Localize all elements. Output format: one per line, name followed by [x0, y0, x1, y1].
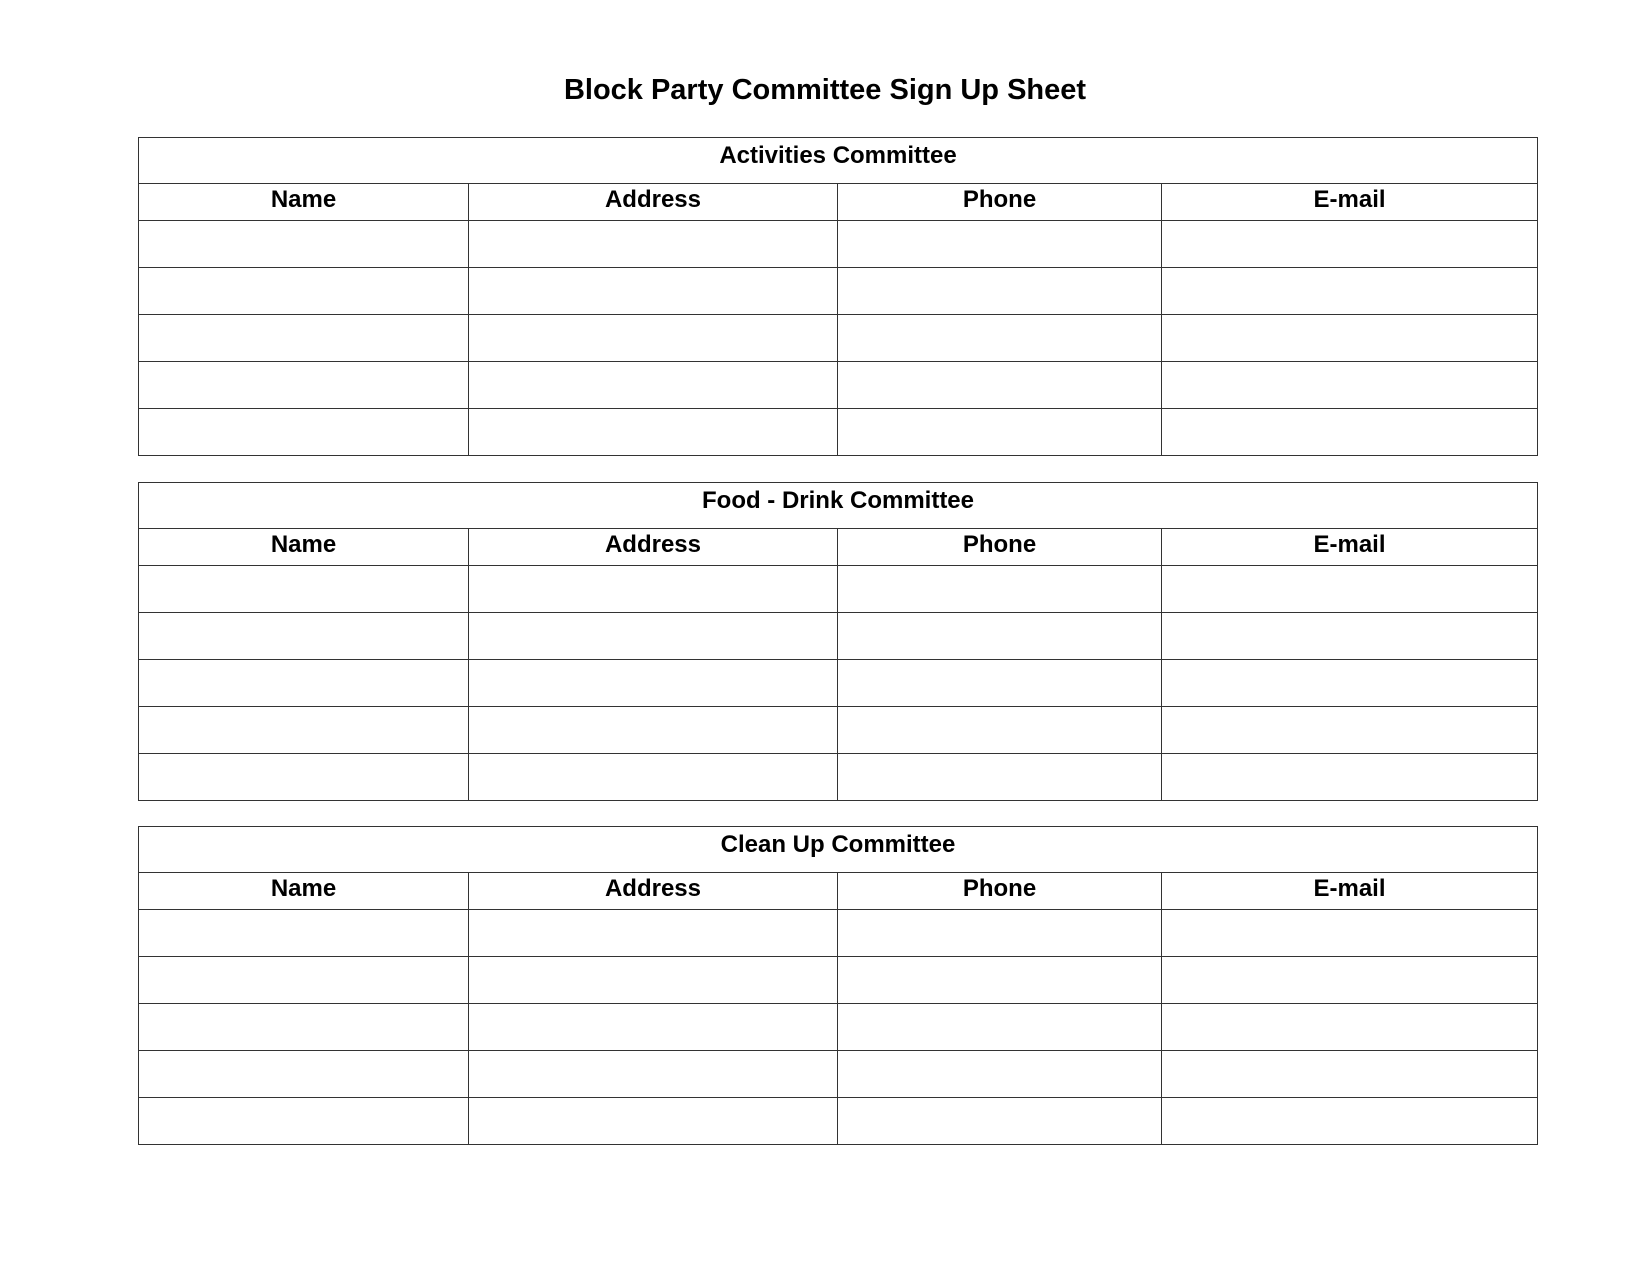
- column-header: Phone: [838, 184, 1162, 221]
- name-cell[interactable]: [139, 660, 469, 707]
- address-cell[interactable]: [469, 1004, 838, 1051]
- table-row: [139, 1098, 1538, 1145]
- name-cell[interactable]: [139, 409, 469, 456]
- phone-cell[interactable]: [838, 268, 1162, 315]
- email-cell[interactable]: [1162, 1051, 1538, 1098]
- address-cell[interactable]: [469, 754, 838, 801]
- page-title: Block Party Committee Sign Up Sheet: [563, 74, 1087, 106]
- phone-cell[interactable]: [838, 1098, 1162, 1145]
- email-cell[interactable]: [1162, 315, 1538, 362]
- table-row: [139, 910, 1538, 957]
- phone-cell[interactable]: [838, 315, 1162, 362]
- email-cell[interactable]: [1162, 707, 1538, 754]
- table-row: [139, 957, 1538, 1004]
- address-cell[interactable]: [469, 707, 838, 754]
- name-cell[interactable]: [139, 566, 469, 613]
- phone-cell[interactable]: [838, 660, 1162, 707]
- phone-cell[interactable]: [838, 566, 1162, 613]
- email-cell[interactable]: [1162, 566, 1538, 613]
- email-cell[interactable]: [1162, 1098, 1538, 1145]
- committee-table: [138, 137, 1538, 456]
- name-cell[interactable]: [139, 315, 469, 362]
- address-cell[interactable]: [469, 409, 838, 456]
- email-cell[interactable]: [1162, 660, 1538, 707]
- committee-table: [138, 482, 1538, 801]
- table-row: [139, 754, 1538, 801]
- phone-cell[interactable]: [838, 221, 1162, 268]
- address-cell[interactable]: [469, 1051, 838, 1098]
- column-header: E-mail: [1162, 529, 1538, 566]
- table-row: [139, 707, 1538, 754]
- column-header: Name: [139, 529, 469, 566]
- name-cell[interactable]: [139, 1004, 469, 1051]
- address-cell[interactable]: [469, 221, 838, 268]
- column-header: Address: [469, 873, 838, 910]
- table-row: [139, 613, 1538, 660]
- table-row: [139, 221, 1538, 268]
- address-cell[interactable]: [469, 660, 838, 707]
- committee-title: Activities Committee: [139, 138, 1538, 184]
- phone-cell[interactable]: [838, 1004, 1162, 1051]
- name-cell[interactable]: [139, 613, 469, 660]
- email-cell[interactable]: [1162, 221, 1538, 268]
- committee-table: [138, 826, 1538, 1145]
- name-cell[interactable]: [139, 707, 469, 754]
- address-cell[interactable]: [469, 268, 838, 315]
- phone-cell[interactable]: [838, 910, 1162, 957]
- committee-title: Food - Drink Committee: [139, 483, 1538, 529]
- column-header: Phone: [838, 873, 1162, 910]
- column-header: Address: [469, 184, 838, 221]
- email-cell[interactable]: [1162, 268, 1538, 315]
- table-row: [139, 362, 1538, 409]
- column-header: E-mail: [1162, 873, 1538, 910]
- table-row: [139, 566, 1538, 613]
- address-cell[interactable]: [469, 315, 838, 362]
- email-cell[interactable]: [1162, 409, 1538, 456]
- phone-cell[interactable]: [838, 1051, 1162, 1098]
- name-cell[interactable]: [139, 268, 469, 315]
- name-cell[interactable]: [139, 957, 469, 1004]
- phone-cell[interactable]: [838, 409, 1162, 456]
- name-cell[interactable]: [139, 1051, 469, 1098]
- address-cell[interactable]: [469, 1098, 838, 1145]
- email-cell[interactable]: [1162, 754, 1538, 801]
- table-row: [139, 660, 1538, 707]
- name-cell[interactable]: [139, 754, 469, 801]
- address-cell[interactable]: [469, 362, 838, 409]
- address-cell[interactable]: [469, 613, 838, 660]
- name-cell[interactable]: [139, 362, 469, 409]
- column-header: Phone: [838, 529, 1162, 566]
- table-row: [139, 1051, 1538, 1098]
- phone-cell[interactable]: [838, 957, 1162, 1004]
- address-cell[interactable]: [469, 910, 838, 957]
- email-cell[interactable]: [1162, 613, 1538, 660]
- email-cell[interactable]: [1162, 1004, 1538, 1051]
- name-cell[interactable]: [139, 910, 469, 957]
- table-row: [139, 1004, 1538, 1051]
- email-cell[interactable]: [1162, 362, 1538, 409]
- phone-cell[interactable]: [838, 754, 1162, 801]
- email-cell[interactable]: [1162, 910, 1538, 957]
- name-cell[interactable]: [139, 221, 469, 268]
- phone-cell[interactable]: [838, 613, 1162, 660]
- address-cell[interactable]: [469, 566, 838, 613]
- email-cell[interactable]: [1162, 957, 1538, 1004]
- name-cell[interactable]: [139, 1098, 469, 1145]
- column-header: E-mail: [1162, 184, 1538, 221]
- table-row: [139, 268, 1538, 315]
- column-header: Address: [469, 529, 838, 566]
- phone-cell[interactable]: [838, 707, 1162, 754]
- table-row: [139, 409, 1538, 456]
- column-header: Name: [139, 184, 469, 221]
- column-header: Name: [139, 873, 469, 910]
- phone-cell[interactable]: [838, 362, 1162, 409]
- committee-title: Clean Up Committee: [139, 827, 1538, 873]
- address-cell[interactable]: [469, 957, 838, 1004]
- table-row: [139, 315, 1538, 362]
